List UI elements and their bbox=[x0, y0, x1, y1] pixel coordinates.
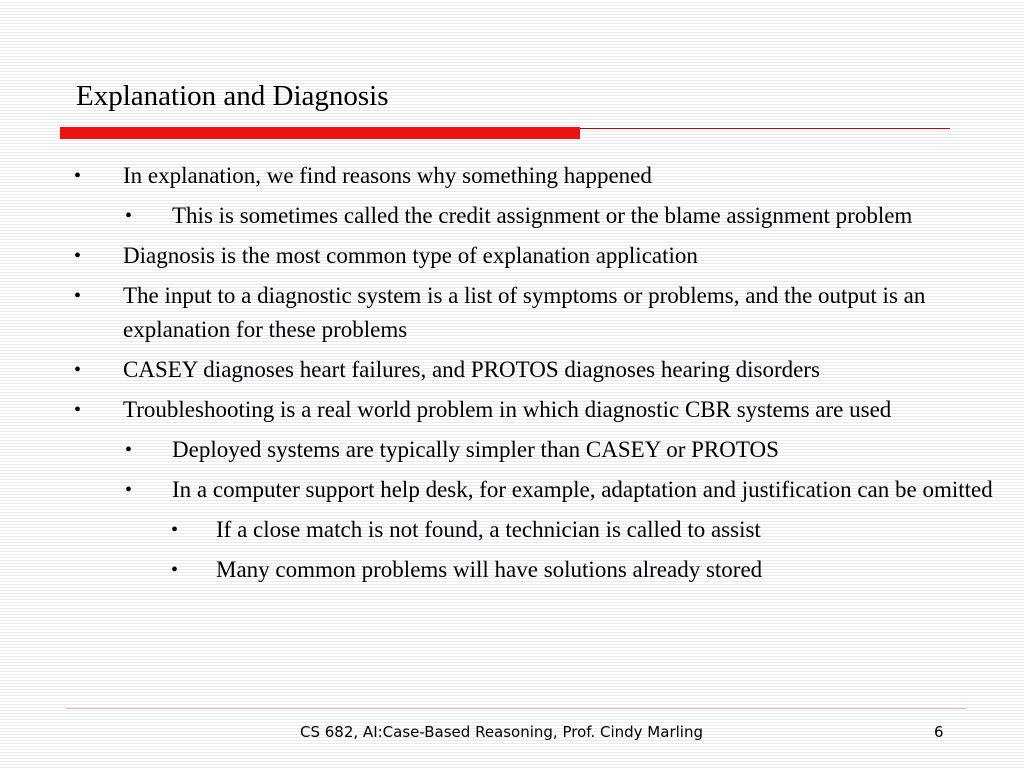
bullet-icon: • bbox=[74, 285, 82, 307]
page-number: 6 bbox=[934, 723, 944, 741]
bullet-text: Deployed systems are typically simpler than CASEY or PROTOS bbox=[172, 437, 779, 462]
bullet-text: In a computer support help desk, for example, adaptation and justification can be omitted bbox=[172, 477, 993, 502]
bullet-item bbox=[0, 353, 993, 387]
bullet-text: The input to a diagnostic system is a list of symptoms or problems, and the output is an explanation for these problems bbox=[123, 283, 926, 342]
bullet-icon: • bbox=[74, 245, 82, 267]
footer-divider bbox=[66, 708, 966, 709]
bullet-item bbox=[0, 513, 994, 547]
bullet-item bbox=[0, 393, 993, 427]
bullet-text: This is sometimes called the credit assignment or the blame assignment problem bbox=[172, 203, 913, 228]
bullet-item bbox=[0, 553, 994, 587]
bullet-text: If a close match is not found, a technician is called to assist bbox=[216, 517, 761, 542]
title-underline-accent bbox=[60, 127, 580, 139]
bullet-item bbox=[0, 199, 994, 233]
bullet-item bbox=[0, 433, 994, 467]
slide-title: Explanation and Diagnosis bbox=[76, 80, 389, 112]
bullet-item bbox=[0, 159, 993, 193]
bullet-text: CASEY diagnoses heart failures, and PROTOS diagnoses hearing disorders bbox=[123, 357, 820, 382]
bullet-item bbox=[0, 239, 993, 273]
bullet-icon: • bbox=[171, 559, 179, 581]
bullet-text: In explanation, we find reasons why something happened bbox=[123, 163, 652, 188]
bullet-icon: • bbox=[74, 165, 82, 187]
bullet-text: Many common problems will have solutions already stored bbox=[216, 557, 763, 582]
bullet-text: Diagnosis is the most common type of explanation application bbox=[123, 243, 698, 268]
bullet-icon: • bbox=[171, 519, 179, 541]
bullet-list bbox=[0, 159, 1024, 593]
footer-course-info: CS 682, AI:Case-Based Reasoning, Prof. Cindy Marling bbox=[300, 723, 703, 741]
bullet-item bbox=[0, 279, 993, 347]
bullet-icon: • bbox=[74, 359, 82, 381]
bullet-icon: • bbox=[74, 399, 82, 421]
bullet-icon: • bbox=[125, 205, 133, 227]
bullet-text: Troubleshooting is a real world problem in which diagnostic CBR systems are used bbox=[123, 397, 892, 422]
bullet-icon: • bbox=[125, 439, 133, 461]
bullet-icon: • bbox=[125, 479, 133, 501]
bullet-item bbox=[0, 473, 994, 507]
